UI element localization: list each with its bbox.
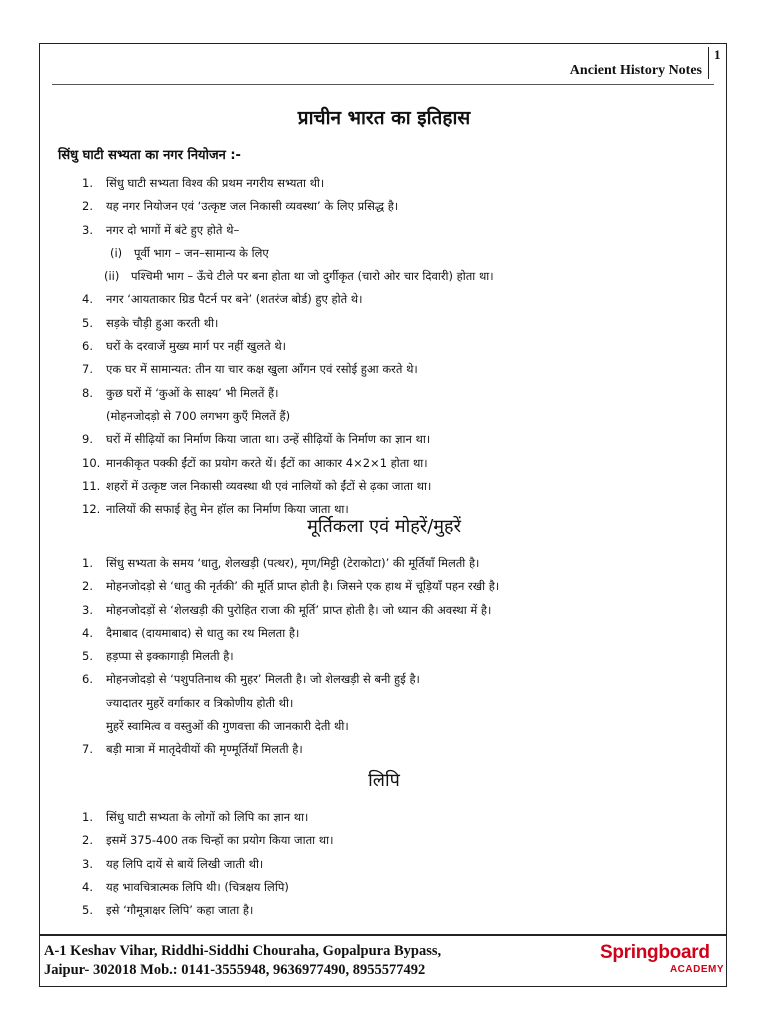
list-item <box>0 715 768 738</box>
script-list <box>0 806 768 922</box>
list-item-text: कुछ घरों में ‘कुओं के साक्ष्य’ भी मिलतें हैं। <box>106 385 279 400</box>
list-item-text: पूर्वी भाग – जन–सामान्य के लिए <box>134 245 269 260</box>
list-item-number: (ii) <box>104 269 120 284</box>
list-item-text: दैमाबाद (दायमाबाद) से धातु का रथ मिलता है। <box>106 625 300 640</box>
list-item-text: नगर दो भागों में बंटे हुए होते थे– <box>106 222 240 237</box>
list-item-number: 4. <box>82 625 93 640</box>
list-item <box>0 382 768 405</box>
page-number: 1 <box>714 47 721 62</box>
list-item-text: इसमें 375-400 तक चिन्हों का प्रयोग किया जाता था। <box>106 833 334 848</box>
list-item-text: घरों के दरवाजें मुख्य मार्ग पर नहीं खुलते थे। <box>106 339 287 354</box>
list-item-text: मोहनजोदड़ो से ‘धातु की नृर्तकी’ की मूर्ति प्राप्त होती है। जिसने एक हाथ में चूड़ियाँ पहन रखी है। <box>106 579 500 594</box>
list-item-text: एक घर में सामान्यत: तीन या चार कक्ष खुला आँगन एवं रसोई हुआ करते थे। <box>106 362 418 377</box>
header-title: Ancient History Notes <box>569 63 702 78</box>
list-item-number: 6. <box>82 672 93 687</box>
list-item-text: घरों में सीढ़ियों का निर्माण किया जाता था। उन्हें सीढ़ियों के निर्माण का ज्ञान था। <box>106 432 431 447</box>
list-item <box>0 219 768 242</box>
list-item-number: 3. <box>82 602 93 617</box>
list-item-text: मुहरें स्वामित्व व वस्तुओं की गुणवत्ता की जानकारी देती थी। <box>106 719 349 734</box>
list-item-text: शहरों में उत्कृष्ट जल निकासी व्यवस्था थी एवं नालियों को ईंटों से ढ़का जाता था। <box>106 478 432 493</box>
list-item-number: 3. <box>82 222 93 237</box>
springboard-academy-logo <box>600 942 724 978</box>
section-heading-sculpture: मूर्तिकला एवं मोहरें/मुहरें <box>307 516 461 537</box>
list-item-text: सिंधु घाटी सभ्यता विश्व की प्रथम नगरीय सभ्यता थी। <box>106 176 325 190</box>
section-subtitle-town-planning: सिंधु घाटी सभ्यता का नगर नियोजन :- <box>58 148 241 163</box>
list-item-number: 4. <box>82 292 93 307</box>
list-item-number: 10. <box>82 455 101 470</box>
logo-wordmark: Springboard <box>600 942 710 963</box>
page-number-divider <box>708 47 709 79</box>
list-item <box>0 172 768 195</box>
list-item <box>0 899 768 922</box>
list-item <box>0 622 768 645</box>
list-item-number: 7. <box>82 742 93 757</box>
list-item <box>0 288 768 311</box>
list-item <box>0 242 768 265</box>
list-item-text: हड़प्पा से इक्कागाड़ी मिलती है। <box>106 649 234 664</box>
list-item-number: 1. <box>82 810 93 824</box>
list-item <box>0 405 768 428</box>
list-item <box>0 452 768 475</box>
list-item-number: 2. <box>82 199 93 214</box>
list-item-text: पश्चिमी भाग – ऊँचे टीले पर बना होता था जो दुर्गीकृत (चारो ओर चार दिवारी) होता था। <box>131 269 494 284</box>
list-item <box>0 312 768 335</box>
list-item-number: (i) <box>110 245 123 260</box>
list-item <box>0 692 768 715</box>
list-item-text: नगर ‘आयताकार ग्रिड पैटर्न पर बने’ (शतरंज बोर्ड) हुए होते थे। <box>106 292 363 307</box>
list-item <box>0 829 768 852</box>
list-item-number: 5. <box>82 315 93 330</box>
header-divider <box>52 84 714 85</box>
list-item <box>0 265 768 288</box>
list-item <box>0 853 768 876</box>
list-item-number: 6. <box>82 339 93 354</box>
footer-address <box>44 942 441 980</box>
list-item-text: नालियों की सफाई हेतु मेन हॉल का निर्माण किया जाता था। <box>106 502 349 517</box>
list-item-text: मोहनजोदड़ो से ‘पशुपतिनाथ की मुहर’ मिलती है। जो शेलखड़ी से बनी हुई है। <box>106 672 420 687</box>
list-item <box>0 195 768 218</box>
list-item-text: मोहनजोदड़ों से ‘शेलखड़ी की पुरोहित राजा की मूर्ति’ प्राप्त होती है। जो ध्यान की अवस्था में है। <box>106 602 492 617</box>
list-item <box>0 668 768 691</box>
list-item-number: 3. <box>82 856 93 871</box>
list-item-number: 2. <box>82 579 93 594</box>
list-item-number: 11. <box>82 478 101 493</box>
list-item-text: सिंधु सभ्यता के समय ‘धातु, शेलखड़ी (पत्थर), मृण/मिट्टी (टेराकोटा)’ की मूर्तियाँ मिलती है। <box>106 556 480 570</box>
list-item-text: यह लिपि दायें से बायें लिखी जाती थी। <box>106 856 264 871</box>
footer-divider <box>40 934 726 936</box>
list-item <box>0 335 768 358</box>
list-item-number: 8. <box>82 385 93 400</box>
list-item-number: 5. <box>82 649 93 664</box>
list-item-text: इसे ‘गौमूत्राक्षर लिपि’ कहा जाता है। <box>106 903 254 918</box>
list-item-number: 4. <box>82 879 93 894</box>
list-item <box>0 806 768 829</box>
list-item-text: (मोहनजोदड़ो से 700 लगभग कुएँ मिलतें हैं) <box>106 408 291 423</box>
list-item-text: सिंधु घाटी सभ्यता के लोगों को लिपि का ज्ञान था। <box>106 810 309 824</box>
list-item-text: बड़ी मात्रा में मातृदेवीयों की मृण्मूर्तियाँ मिलती है। <box>106 742 303 757</box>
list-item-number: 2. <box>82 833 93 848</box>
list-item <box>0 475 768 498</box>
list-item-number: 12. <box>82 502 101 517</box>
list-item <box>0 358 768 381</box>
section-heading-script: लिपि <box>368 770 400 791</box>
list-item-number: 7. <box>82 362 93 377</box>
list-item <box>0 428 768 451</box>
list-item <box>0 738 768 761</box>
town-planning-list <box>0 172 768 521</box>
list-item-text: ज्यादातर मुहरें वर्गाकार व त्रिकोणीय होती थी। <box>106 695 294 710</box>
list-item <box>0 645 768 668</box>
list-item-text: यह भावचित्रात्मक लिपि थी। (चित्रक्षय लिपि) <box>106 879 289 894</box>
list-item <box>0 552 768 575</box>
logo-subtitle: ACADEMY <box>669 964 724 975</box>
list-item <box>0 599 768 622</box>
list-item <box>0 575 768 598</box>
list-item-number: 1. <box>82 556 93 570</box>
page-title: प्राचीन भारत का इतिहास <box>297 107 471 129</box>
list-item-number: 5. <box>82 903 93 918</box>
list-item-text: मानकीकृत पक्की ईंटों का प्रयोग करते थें। ईंटों का आकार 4×2×1 होता था। <box>106 455 428 470</box>
list-item-number: 1. <box>82 176 93 190</box>
list-item-text: यह नगर नियोजन एवं ‘उत्कृष्ट जल निकासी व्यवस्था’ के लिए प्रसिद्ध है। <box>106 199 399 214</box>
list-item-text: सड़के चौड़ी हुआ करती थी। <box>106 315 219 330</box>
address-line-2: Jaipur- 302018 Mob.: 0141-3555948, 9636977490, 8955577492 <box>44 962 426 978</box>
list-item-number: 9. <box>82 432 93 447</box>
address-line-1: A-1 Keshav Vihar, Riddhi-Siddhi Chouraha, Gopalpura Bypass, <box>44 943 442 959</box>
sculpture-seals-list <box>0 552 768 762</box>
list-item <box>0 876 768 899</box>
